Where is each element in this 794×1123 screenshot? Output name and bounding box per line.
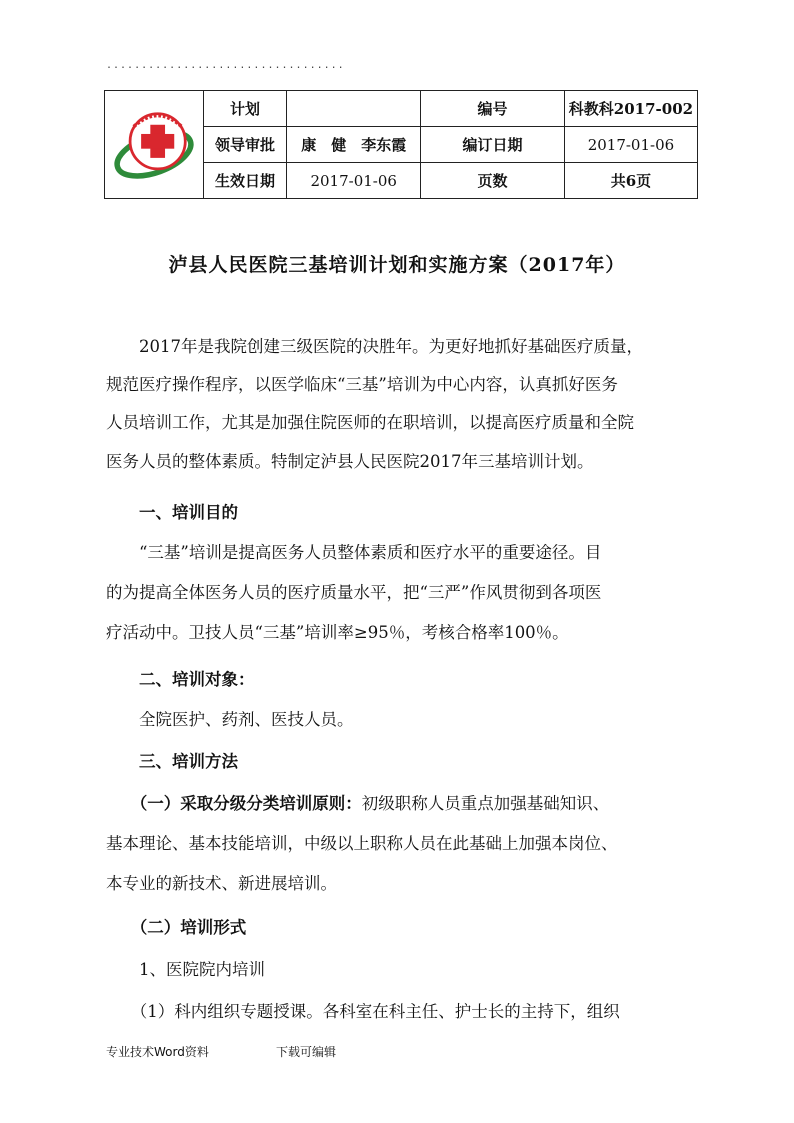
form-line: 1、医院院内培训 bbox=[106, 960, 265, 979]
intro-line: 规范医疗操作程序，以医学临床“三基”培训为中心内容，认真抓好医务 bbox=[106, 375, 618, 394]
method-subheading: （一）采取分级分类培训原则： bbox=[106, 794, 362, 813]
footer-right: 下载可编辑 bbox=[276, 1045, 337, 1059]
method-line: 本专业的新技术、新进展培训。 bbox=[106, 874, 337, 893]
section-heading-method: 三、培训方法 bbox=[106, 752, 238, 771]
number-label: 编号 bbox=[421, 91, 565, 127]
intro-line: 医务人员的整体素质。特制定泸县人民医院2017年三基培训计划。 bbox=[106, 452, 594, 471]
footer-left: 专业技术Word资料 bbox=[106, 1045, 209, 1059]
plan-label: 计划 bbox=[203, 91, 286, 127]
method-text: 初级职称人员重点加强基础知识、 bbox=[361, 794, 610, 813]
method-line: 基本理论、基本技能培训，中级以上职称人员在此基础上加强本岗位、 bbox=[106, 834, 618, 853]
table-row bbox=[105, 91, 698, 127]
section-heading-goal: 一、培训目的 bbox=[106, 503, 238, 522]
approval-value: 康 健 李东霞 bbox=[287, 127, 421, 163]
goal-line: “三基”培训是提高医务人员整体素质和医疗水平的重要途径。目 bbox=[106, 543, 602, 562]
hospital-logo-cell bbox=[105, 91, 204, 199]
approval-label: 领导审批 bbox=[203, 127, 286, 163]
effective-date-value: 2017-01-06 bbox=[287, 163, 421, 199]
section-heading-target: 二、培训对象： bbox=[106, 670, 255, 689]
intro-line: 人员培训工作，尤其是加强住院医师的在职培训，以提高医疗质量和全院 bbox=[106, 413, 634, 432]
form-line: （1）科内组织专题授课。各科室在科主任、护士长的主持下，组织 bbox=[106, 1002, 620, 1021]
compile-date-value: 2017-01-06 bbox=[564, 127, 697, 163]
top-dotted-line: .................................. bbox=[106, 60, 345, 71]
intro-line: 2017年是我院创建三级医院的决胜年。为更好地抓好基础医疗质量， bbox=[106, 337, 643, 356]
document-title: 泸县人民医院三基培训计划和实施方案（2017年） bbox=[168, 254, 626, 276]
document-control-table bbox=[104, 90, 698, 199]
target-line: 全院医护、药剂、医技人员。 bbox=[106, 710, 354, 729]
method-line bbox=[106, 785, 696, 824]
compile-date-label: 编订日期 bbox=[421, 127, 565, 163]
plan-value bbox=[287, 91, 421, 127]
effective-date-label: 生效日期 bbox=[203, 163, 286, 199]
goal-line: 的为提高全体医务人员的医疗质量水平，把“三严”作风贯彻到各项医 bbox=[106, 583, 602, 602]
page-count-value: 共6页 bbox=[564, 163, 697, 199]
hospital-logo-icon bbox=[108, 99, 200, 191]
page-count-label: 页数 bbox=[421, 163, 565, 199]
goal-line: 疗活动中。卫技人员“三基”培训率≥95％，考核合格率100％。 bbox=[106, 623, 569, 642]
number-value: 科教科2017-002 bbox=[564, 91, 697, 127]
subsection-heading-form: （二）培训形式 bbox=[106, 918, 247, 937]
